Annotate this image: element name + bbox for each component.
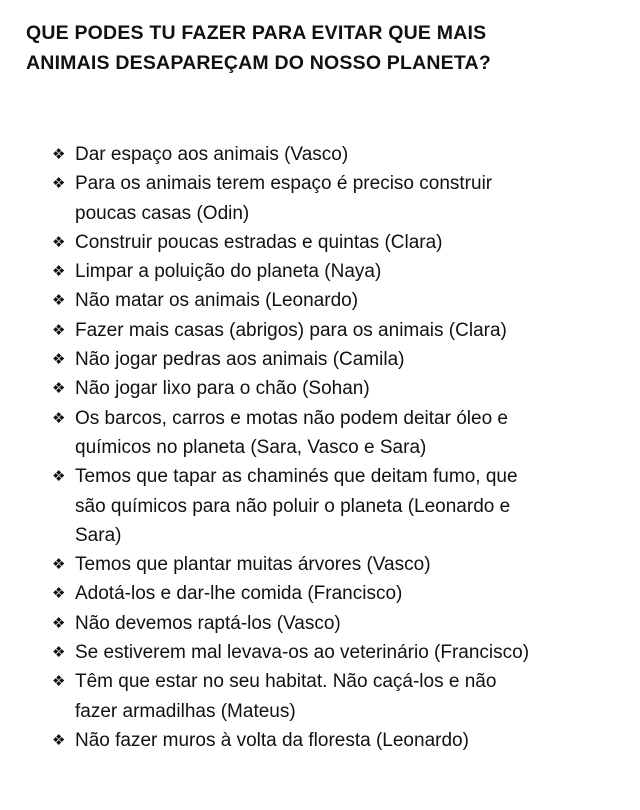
list-item-text-line: Adotá-los e dar-lhe comida (Francisco) xyxy=(75,583,403,605)
diamond-bullet-icon: ❖ xyxy=(52,146,66,163)
list-item xyxy=(52,462,632,550)
list-item-text-line: Para os animais terem espaço é preciso construir xyxy=(75,173,493,195)
diamond-bullet-icon: ❖ xyxy=(52,351,66,369)
list-item-text-line: fazer armadilhas (Mateus) xyxy=(75,700,296,722)
diamond-bullet-icon: ❖ xyxy=(52,321,66,339)
list-item xyxy=(52,726,632,755)
list-item-text-line: Sara) xyxy=(75,524,122,546)
list-item-text-line: Não fazer muros à volta da floresta (Leonardo) xyxy=(75,729,469,751)
list-item-text-line: Se estiverem mal levava-os ao veterinário (Francisco) xyxy=(75,642,530,664)
list-item xyxy=(52,579,632,608)
diamond-bullet-icon: ❖ xyxy=(52,233,66,251)
list-item-text-line: Não jogar lixo para o chão (Sohan) xyxy=(75,378,370,400)
diamond-bullet-icon: ❖ xyxy=(52,380,66,398)
list-item-text-line: poucas casas (Odin) xyxy=(75,202,250,224)
diamond-bullet-icon: ❖ xyxy=(52,292,66,310)
list-item-text-line: Não devemos raptá-los (Vasco) xyxy=(75,612,341,634)
page-title xyxy=(26,18,626,78)
diamond-bullet-icon: ❖ xyxy=(52,556,66,574)
diamond-bullet-icon: ❖ xyxy=(52,468,66,486)
diamond-bullet-icon: ❖ xyxy=(52,614,66,632)
diamond-bullet-icon: ❖ xyxy=(52,585,66,603)
list-item-text-line: Não matar os animais (Leonardo) xyxy=(75,290,359,312)
list-item xyxy=(52,140,632,169)
diamond-bullet-icon: ❖ xyxy=(52,673,66,691)
list-item xyxy=(52,667,632,726)
list-item-text-line: Os barcos, carros e motas não podem deitar óleo e xyxy=(75,407,509,429)
title-line-2: ANIMAIS DESAPAREÇAM DO NOSSO PLANETA? xyxy=(26,52,491,74)
list-item-text-line: Não jogar pedras aos animais (Camila) xyxy=(75,349,405,371)
diamond-bullet-icon: ❖ xyxy=(52,175,66,193)
diamond-bullet-icon: ❖ xyxy=(52,731,66,749)
list-item xyxy=(52,257,632,286)
list-item xyxy=(52,404,632,463)
list-item-text-line: Limpar a poluição do planeta (Naya) xyxy=(75,261,382,283)
list-item xyxy=(52,550,632,579)
list-item xyxy=(52,374,632,403)
list-item xyxy=(52,609,632,638)
list-item xyxy=(52,345,632,374)
list-item-text-line: Fazer mais casas (abrigos) para os animais (Clara) xyxy=(75,319,507,341)
diamond-bullet-icon: ❖ xyxy=(52,409,66,427)
list-item xyxy=(52,286,632,315)
title-line-1: QUE PODES TU FAZER PARA EVITAR QUE MAIS xyxy=(26,22,487,44)
list-item xyxy=(52,169,632,228)
diamond-bullet-icon: ❖ xyxy=(52,644,66,662)
list-item-text-line: Temos que plantar muitas árvores (Vasco) xyxy=(75,554,431,576)
suggestion-list xyxy=(52,140,632,755)
list-item-text-line: são químicos para não poluir o planeta (Leonardo e xyxy=(75,495,511,517)
list-item-text-line: Dar espaço aos animais (Vasco) xyxy=(75,144,349,165)
list-item xyxy=(52,638,632,667)
list-item xyxy=(52,228,632,257)
list-item-text-line: Têm que estar no seu habitat. Não caçá-los e não xyxy=(75,671,497,693)
list-item xyxy=(52,316,632,345)
list-item-text-line: químicos no planeta (Sara, Vasco e Sara) xyxy=(75,436,427,458)
diamond-bullet-icon: ❖ xyxy=(52,263,66,281)
list-item-text-line: Temos que tapar as chaminés que deitam fumo, que xyxy=(75,466,518,488)
list-item-text-line: Construir poucas estradas e quintas (Clara) xyxy=(75,231,443,253)
